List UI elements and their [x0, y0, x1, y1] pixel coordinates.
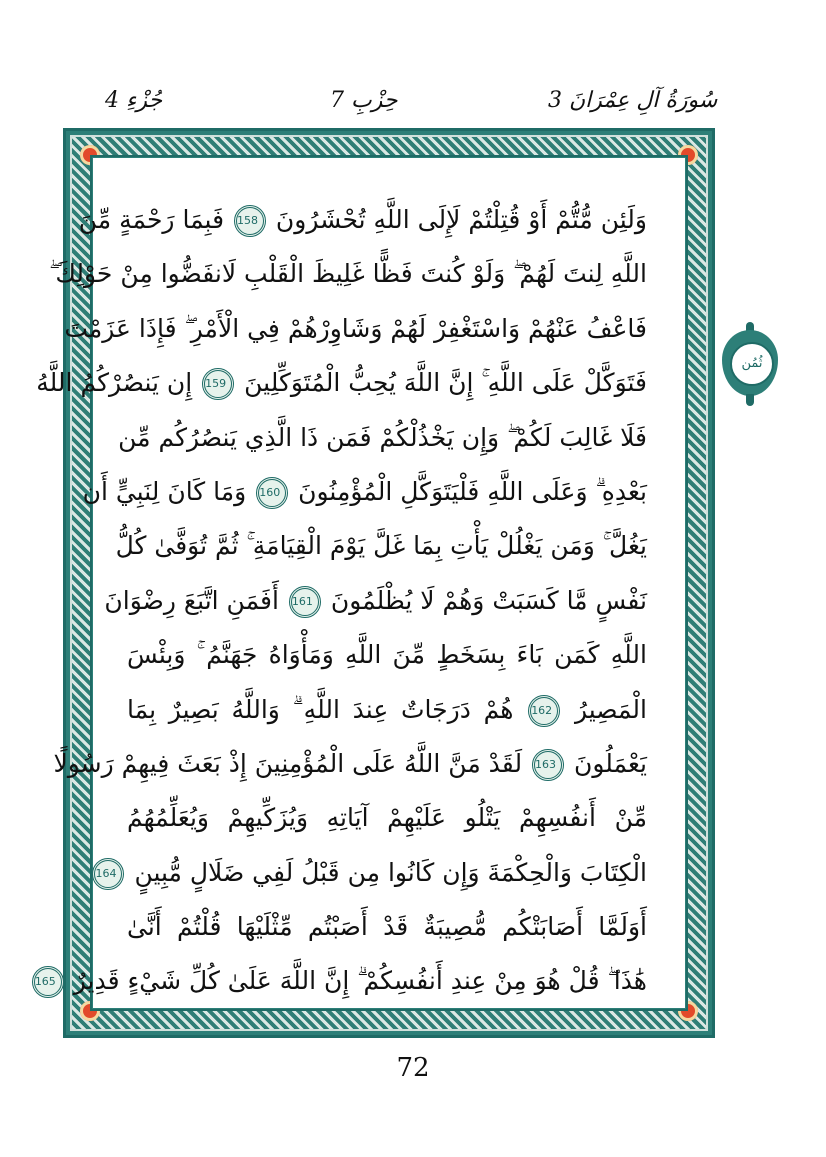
text-line [36, 356, 647, 410]
ayah-number-marker: 163 [532, 749, 564, 781]
page-number: 72 [396, 1053, 430, 1083]
ayah-number-marker: 159 [202, 368, 234, 400]
verse-text: هَٰذَا ۖ قُلْ هُوَ مِنْ عِندِ أَنفُسِكُمْ ۗ إِنَّ اللَّهَ عَلَىٰ كُلِّ شَيْءٍ قَدِيرٌ [73, 966, 647, 996]
verse-text: لَقَدْ مَنَّ اللَّهُ عَلَى الْمُؤْمِنِينَ إِذْ بَعَثَ فِيهِمْ رَسُولًا [53, 748, 523, 778]
text-area [34, 157, 686, 1009]
text-line [115, 519, 647, 573]
verse-text: فَلَا غَالِبَ لَكُمْ ۖ وَإِن يَخْذُلْكُمْ فَمَن ذَا الَّذِي يَنصُرُكُم مِّن [118, 422, 647, 452]
ayah-number-marker: 164 [92, 858, 124, 890]
ayah-number-marker: 161 [289, 586, 321, 618]
verse-text: وَلَئِن مُّتُّمْ أَوْ قُتِلْتُمْ لَإِلَى اللَّهِ تُحْشَرُونَ [275, 205, 647, 234]
text-line [78, 193, 647, 247]
verse-text: يَغُلَّ ۚ وَمَن يَغْلُلْ يَأْتِ بِمَا غَلَّ يَوْمَ الْقِيَامَةِ ۚ ثُمَّ تُوَفَّىٰ كُلُّ [115, 531, 647, 561]
text-line [127, 900, 647, 954]
ayah-number-marker: 162 [528, 695, 560, 727]
verse-text: أَوَلَمَّا أَصَابَتْكُم مُّصِيبَةٌ قَدْ أَصَبْتُم مِّثْلَيْهَا قُلْتُمْ أَنَّىٰ [127, 912, 647, 942]
verse-text: بَعْدِهِ ۗ وَعَلَى اللَّهِ فَلْيَتَوَكَّلِ الْمُؤْمِنُونَ [298, 476, 647, 506]
verse-text: يَعْمَلُونَ [573, 748, 647, 778]
verse-text: أَفَمَنِ اتَّبَعَ رِضْوَانَ [104, 585, 279, 615]
verse-text: نَفْسٍ مَّا كَسَبَتْ وَهُمْ لَا يُظْلَمُونَ [330, 585, 647, 615]
quran-text [34, 193, 647, 1009]
verse-text: مِّنْ أَنفُسِهِمْ يَتْلُو عَلَيْهِمْ آيَاتِهِ وَيُزَكِّيهِمْ وَيُعَلِّمُهُمُ [127, 803, 647, 833]
text-line [64, 302, 647, 356]
verse-text: الْكِتَابَ وَالْحِكْمَةَ وَإِن كَانُوا مِن قَبْلُ لَفِي ضَلَالٍ مُّبِينٍ [134, 857, 647, 887]
ayah-number-marker: 165 [32, 966, 64, 998]
verse-text: اللَّهِ لِنتَ لَهُمْ ۖ وَلَوْ كُنتَ فَظًّا غَلِيظَ الْقَلْبِ لَانفَضُّوا مِنْ حَوْلِكَ ۖ [49, 259, 647, 289]
text-line [118, 411, 647, 465]
text-line [127, 683, 647, 737]
verse-text: وَمَا كَانَ لِنَبِيٍّ أَن [82, 476, 247, 506]
text-line [53, 737, 647, 791]
verse-text: هُمْ دَرَجَاتٌ عِندَ اللَّهِ ۗ وَاللَّهُ بَصِيرٌ بِمَا [127, 694, 514, 724]
verse-text: إِن يَنصُرْكُمُ اللَّهُ [36, 368, 193, 398]
verse-text: فَبِمَا رَحْمَةٍ مِّنَ [78, 205, 225, 234]
verse-text: فَتَوَكَّلْ عَلَى اللَّهِ ۚ إِنَّ اللَّهَ يُحِبُّ الْمُتَوَكِّلِينَ [244, 368, 647, 398]
text-line [127, 791, 647, 845]
text-line [49, 247, 647, 301]
verse-text: فَاعْفُ عَنْهُمْ وَاسْتَغْفِرْ لَهُمْ وَشَاوِرْهُمْ فِي الْأَمْرِ ۖ فَإِذَا عَزَمْتَ [64, 313, 647, 343]
page-frame [34, 128, 715, 1038]
text-line [34, 954, 647, 1008]
hizb-label: حِزْبِ 7 [330, 88, 398, 113]
thumun-label: ثُمُن [730, 342, 774, 386]
thumun-marker [722, 322, 778, 406]
verse-text: الْمَصِيرُ [574, 694, 647, 724]
text-line [104, 574, 647, 628]
page-header [0, 82, 826, 122]
text-line [82, 465, 647, 519]
verse-text: اللَّهِ كَمَن بَاءَ بِسَخَطٍ مِّنَ اللَّهِ وَمَأْوَاهُ جَهَنَّمُ ۚ وَبِئْسَ [127, 640, 647, 670]
medallion-tip-icon [746, 394, 754, 406]
text-line [127, 628, 647, 682]
surah-label: 3 سُورَةُ آلِ عِمْرَانَ [548, 88, 718, 113]
ayah-number-marker: 158 [234, 205, 266, 237]
juz-label: جُزْءِ 4 [105, 88, 163, 113]
text-line [95, 846, 647, 900]
ayah-number-marker: 160 [256, 477, 288, 509]
